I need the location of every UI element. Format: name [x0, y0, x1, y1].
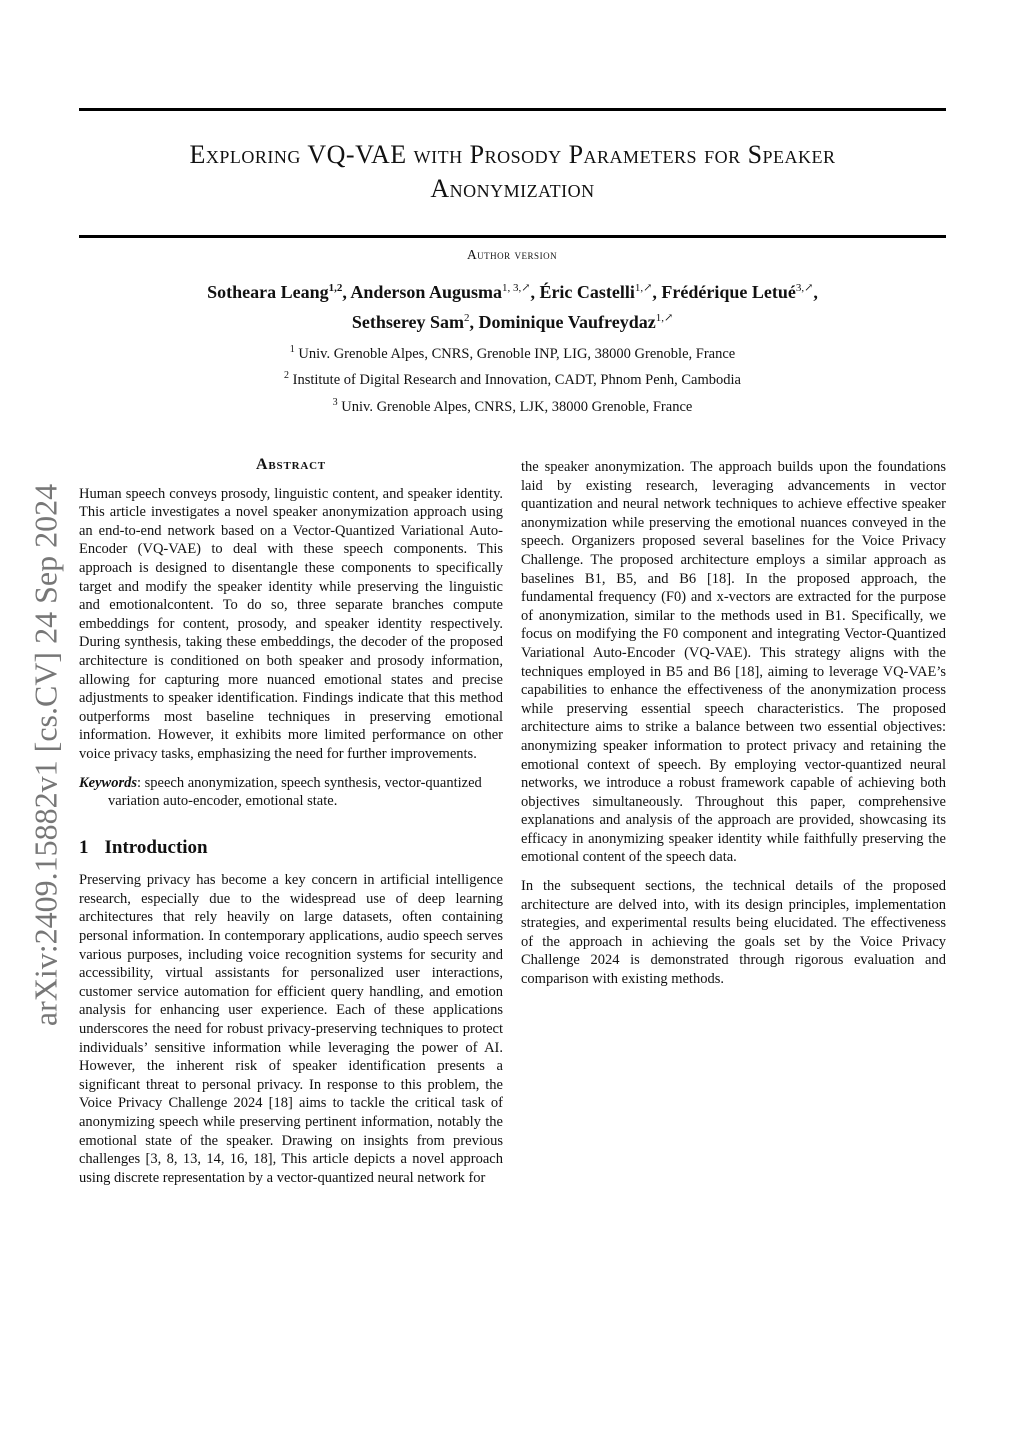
- intro-paragraph-2: In the subsequent sections, the technical details of the proposed architecture are delved into, with its design principles, implementation strategies, and experimental results being elucidated. The effectiveness of the approach in achieving the goals set by the Voice Privacy Challenge 2024 is demonstrated through rigorous evaluation and comparison with existing methods.: [521, 878, 946, 988]
- section-title: Introduction: [104, 836, 208, 858]
- author-affiliation: 2: [464, 312, 470, 324]
- intro-paragraph-1-continued: the speaker anonymization. The approach builds upon the foundations laid by existing research, leveraging advancements in vector quantization and neural network techniques to achieve effective speaker anonymization while preserving the emotional nuances conveyed in the speech. Organizers proposed several baselines for the Voice Privacy Challenge. The proposed architecture employs a similar approach as baselines B1, B5, and B6 [18]. In the proposed approach, the fundamental frequency (F0) and x-vectors are extracted for the purpose of anonymization, similar to the methods used in B1. Specifically, we focus on modifying the F0 component and integrating Vector-Quantized Variational Auto-Encoder (VQ-VAE). This strategy aligns with the techniques employed in B5 and B6 [18], aiming to leverage VQ-VAE’s capabilities to enhance the effectiveness of the anonymization process while preserving essential speech characteristics. The proposed architecture aims to strike a balance between two essential objectives: anonymizing speaker information to protect privacy and retaining the emotional context of speech. By employing vector-quantized neural networks, we introduce a robust framework capable of achieving both objectives simultaneously. Throughout this paper, comprehensive explanations and analysis of the approach are provided, showcasing its efficacy in anonymizing speaker identity while faithfully preserving the emotional content of the speech data.: [521, 459, 946, 866]
- author-list: [79, 275, 946, 335]
- section-number: 1: [79, 836, 89, 858]
- affiliation-item: [79, 365, 946, 391]
- left-column: [79, 456, 503, 1197]
- version-label: Author version: [466, 247, 558, 262]
- author-name: Anderson Augusma: [350, 282, 502, 302]
- affiliation-text: Univ. Grenoble Alpes, CNRS, LJK, 38000 Grenoble, France: [341, 398, 693, 415]
- paper-title-line-1: Exploring VQ-VAE with Prosody Parameters for Speaker: [189, 140, 836, 169]
- affiliation-number: 1: [289, 344, 295, 355]
- paper-title: [79, 138, 946, 206]
- intro-paragraph-1: Preserving privacy has become a key concern in artificial intelligence research, especially due to the widespread use of deep learning architectures that rely heavily on large datasets, often containing personal information. In contemporary applications, audio speech serves various purposes, including voice recognition systems for security and accessibility, virtual assistants for personalized user interactions, customer service automation for efficient query handling, and emotion analysis for enhancing user experience. Each of these applications underscores the need for robust privacy-preserving techniques to protect individuals’ sensitive information while leveraging the power of AI. However, the inherent risk of speaker identification presents a significant threat to personal privacy. In response to this problem, the Voice Privacy Challenge 2024 [18] aims to tackle the critical task of anonymizing speech while preserving pertinent information, notably the emotional state of the speaker. Drawing on insights from previous challenges [3, 8, 13, 14, 16, 18], This article depicts a novel approach using discrete representation by a vector-quantized neural network for: [79, 872, 503, 1186]
- bottom-rule: [79, 235, 946, 238]
- author-line-2: Sethserey Sam$^2$, Dominique Vaufreydaz$^{1,↗}$: [351, 312, 674, 332]
- author-name: Éric Castelli: [539, 282, 635, 302]
- external-link-icon[interactable]: ↗: [804, 282, 814, 294]
- keywords-label: Keywords: [79, 774, 137, 791]
- top-rule: [79, 108, 946, 111]
- affiliation-text: Institute of Digital Research and Innovation, CADT, Phnom Penh, Cambodia: [292, 372, 741, 389]
- external-link-icon[interactable]: ↗: [663, 312, 674, 324]
- author-name: Sotheara Leang: [207, 282, 329, 302]
- affiliation-number: 3: [332, 396, 338, 408]
- author-affiliation: 3,: [795, 282, 805, 294]
- affiliations: [79, 339, 946, 418]
- abstract-heading: Abstract: [256, 456, 326, 473]
- paper-title-line-2: Anonymization: [430, 174, 595, 203]
- author-name: Frédérique Letué: [661, 282, 796, 302]
- keywords: [79, 774, 503, 811]
- affiliation-item: [79, 339, 946, 365]
- abstract-text: Human speech conveys prosody, linguistic content, and speaker identity. This article investigates a novel speaker anonymization approach using an end-to-end network based on a Vector-Quantized Variational Auto-Encoder (VQ-VAE) to deal with these speech components. This approach is designed to disentangle these components to specifically target and modify the speaker identity while preserving the linguistic and emotionalcontent. To do so, three separate branches compute embeddings for content, prosody, and speaker identity respectively. During synthesis, taking these embeddings, the decoder of the proposed architecture is conditioned on both speaker and prosody information, allowing for capturing more nuanced emotional states and precise adjustments to speaker identification. Findings indicate that this method outperforms most baseline techniques in preserving emotional information. However, it exhibits more limited performance on other voice privacy tasks, emphasizing the need for further improvements.: [79, 485, 503, 762]
- author-line-1: Sotheara Leang$^{1,2}$, Anderson Augusma$^{1, 3,↗}$, Éric Castelli$^{1,↗}$, Frédérique Letué$^{3,↗}$,: [207, 282, 818, 302]
- author-affiliation: 1,2: [328, 282, 343, 294]
- affiliation-number: 2: [284, 370, 289, 382]
- author-affiliation: 1,: [655, 312, 664, 324]
- author-affiliation: 1,: [634, 282, 644, 294]
- right-column: [521, 458, 946, 999]
- author-affiliation: 1, 3,: [501, 282, 522, 294]
- external-link-icon[interactable]: ↗: [643, 282, 653, 294]
- affiliation-text: Univ. Grenoble Alpes, CNRS, Grenoble INP, LIG, 38000 Grenoble, France: [298, 345, 736, 362]
- external-link-icon[interactable]: ↗: [521, 282, 531, 294]
- section-heading: [79, 836, 503, 858]
- author-name: Dominique Vaufreydaz: [478, 312, 656, 332]
- affiliation-item: [79, 392, 946, 418]
- keywords-text: : speech anonymization, speech synthesis, vector-quantized variation auto-encoder, emotional state.: [108, 774, 482, 810]
- arxiv-identifier: arXiv:2409.15882v1 [cs.CV] 24 Sep 2024: [27, 483, 64, 1027]
- author-name: Sethserey Sam: [351, 312, 464, 332]
